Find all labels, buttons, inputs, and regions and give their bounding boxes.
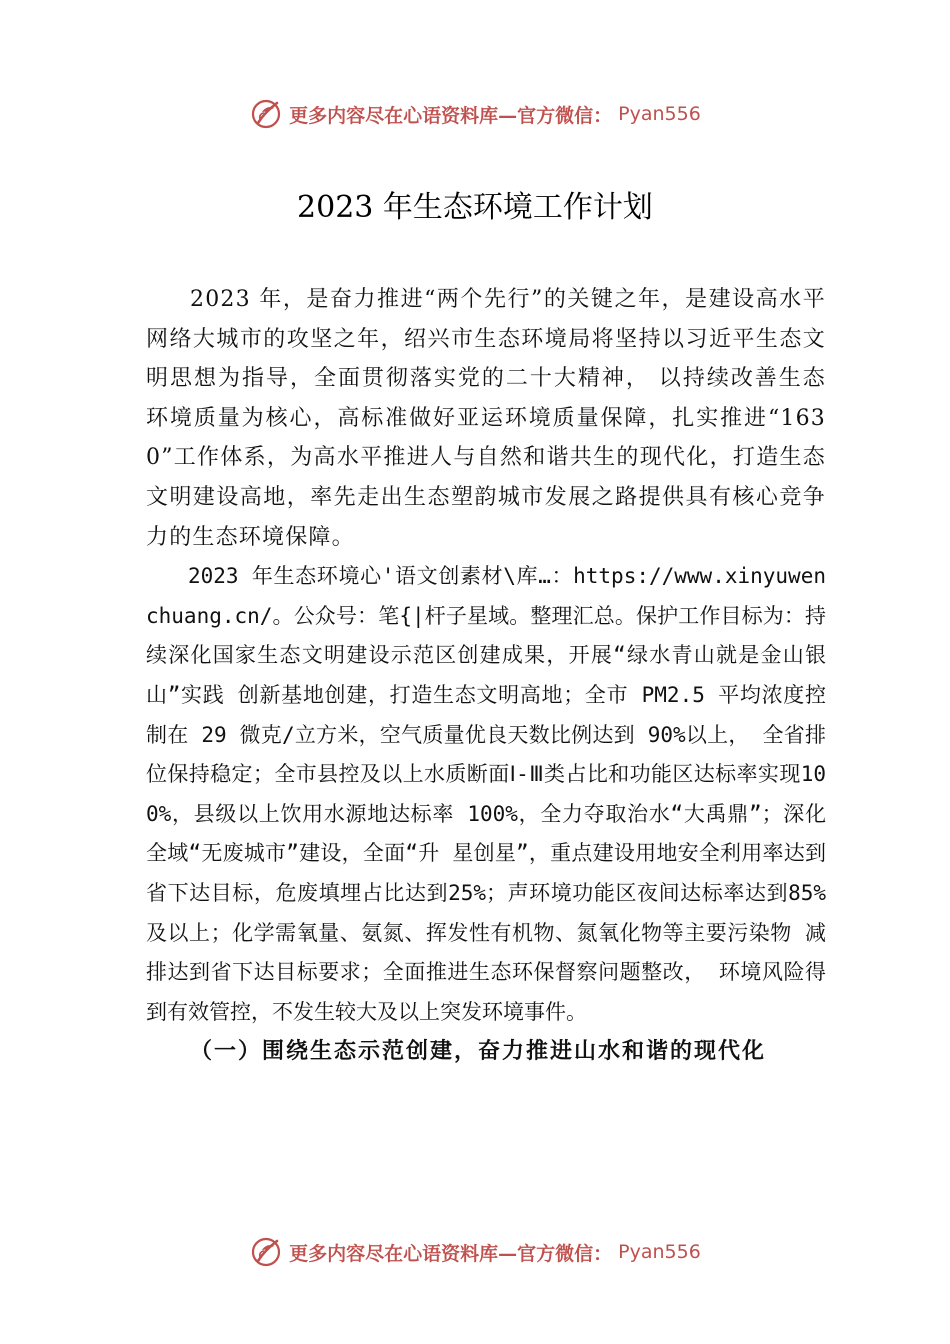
paragraph-targets: 2023 年生态环境心'语文创素材\库…：https://www.xinyuwenchuang.cn/。公众号：笔{|杆子星域。整理汇总。保护工作目标为：持续深化国家生态文明建设示范区创建成果，开展“绿水青山就是金山银山”实践 创新基地创建，打造生态文明高地；全市 PM2.5 平均浓度控制在 29 微克/立方米，空气质量优良天数比例达到 90%以上， 全省排位保持稳定；全市县控及以上水质断面Ⅰ-Ⅲ类占比和功能区达标率实现100%，县级以上饮用水源地达标率 100%，全力夺取治水“大禹鼎”；深化全域“无废城市”建设，全面“升 星创星”，重点建设用地安全利用率达到省下达目标，危废填埋占比达到25%；声环境功能区夜间达标率达到85%及以上；化学需氧量、氨氮、挥发性有机物、氮氧化物等主要污染物 减排达到省下达目标要求；全面推进生态环保督察问题整改， 环境风险得到有效管控，不发生较大及以上突发环境事件。 xyxy=(146,564,826,1024)
document-body xyxy=(146,280,826,1072)
header-wechat-id: Pyan556 xyxy=(618,103,701,125)
section-heading: （一）围绕生态示范创建，奋力推进山水和谐的现代化 xyxy=(190,1038,767,1065)
brush-leaf-logo-icon xyxy=(249,97,283,131)
document-title: 2023 年生态环境工作计划 xyxy=(297,190,653,225)
paragraph-intro: 2023 年，是奋力推进“两个先行”的关键之年，是建设高水平网络大城市的攻坚之年，绍兴市生态环境局将坚持以习近平生态文明思想为指导，全面贯彻落实党的二十大精神， 以持续改善生态环境质量为核心，高标准做好亚运环境质量保障，扎实推进“1630”工作体系，为高水平推进人与自然和谐共生的现代化，打造生态文明建设高地，率先走出生态塑韵城市发展之路提供具有核心竞争力的生态环境保障。 xyxy=(146,287,826,550)
footer-banner-text: 更多内容尽在心语资料库—官方微信： xyxy=(289,1242,613,1265)
header-banner xyxy=(0,94,950,134)
header-banner-text: 更多内容尽在心语资料库—官方微信： xyxy=(289,104,613,127)
brush-leaf-logo-icon xyxy=(249,1235,283,1269)
footer-wechat-id: Pyan556 xyxy=(618,1241,701,1263)
footer-banner xyxy=(0,1232,950,1272)
